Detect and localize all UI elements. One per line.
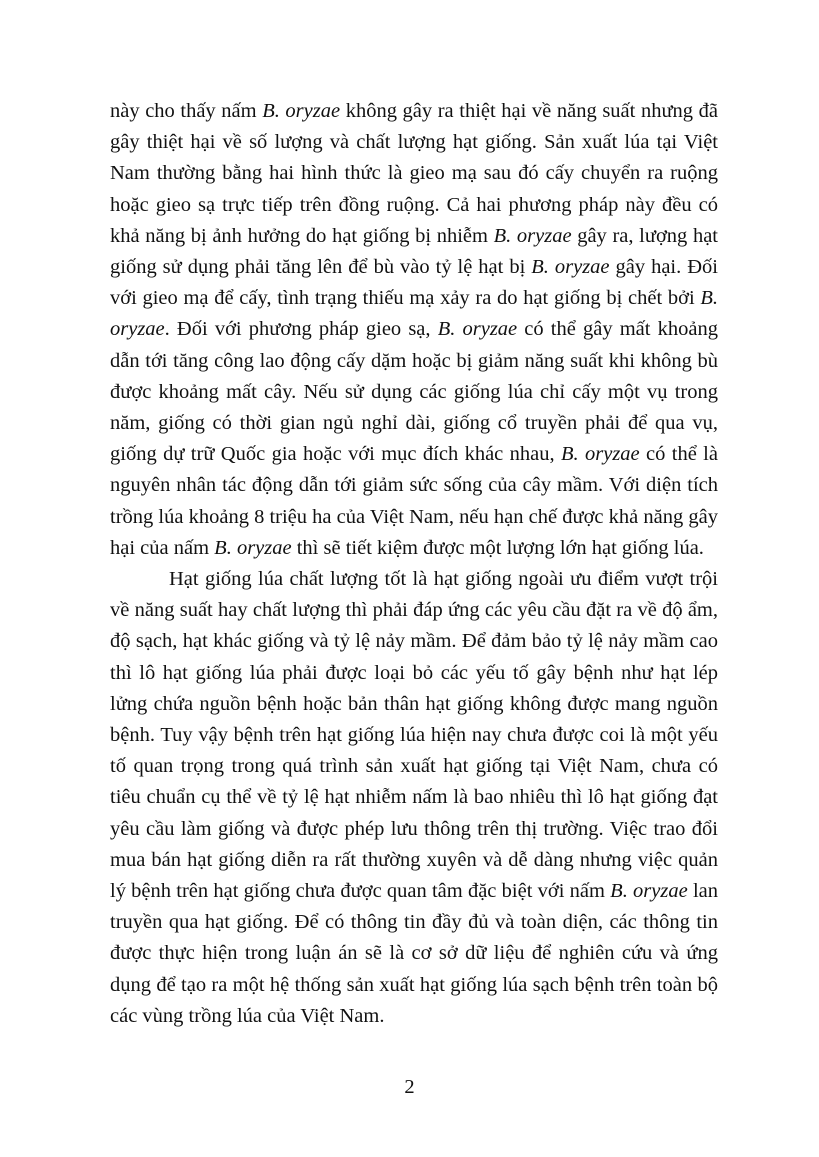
species-name: B. oryzae xyxy=(560,443,640,466)
paragraph-2 xyxy=(110,564,718,1032)
text-run: Hạt giống lúa chất lượng tốt là hạt giống ngoài ưu điểm vượt trội về năng suất hay chất lượng thì phải đáp ứng các yêu cầu đặt ra về độ ẩm, độ sạch, hạt khác giống và tỷ lệ nảy mầm. Để đảm bảo tỷ lệ nảy mầm cao thì lô hạt giống lúa phải được loại bỏ các yếu tố gây bệnh như hạt lép lửng chứa nguồn bệnh hoặc bản thân hạt giống không được mang nguồn bệnh. Tuy vậy bệnh trên hạt giống lúa hiện nay chưa được coi là một yếu tố quan trọng trong quá trình sản xuất hạt giống tại Việt Nam, chưa có tiêu chuẩn cụ thể về tỷ lệ hạt nhiễm nấm là bao nhiêu thì lô hạt giống đạt yêu cầu làm giống và được phép lưu thông trên thị trường. Việc trao đổi mua bán hạt giống diễn ra rất thường xuyên và dễ dàng nhưng việc quản lý bệnh trên hạt giống chưa được quan tâm đặc biệt với nấm xyxy=(110,568,718,903)
text-run: . Đối với phương pháp gieo sạ, xyxy=(164,318,438,341)
text-run: có thể gây mất khoảng dẫn tới tăng công lao động cấy dặm hoặc bị giảm năng suất khi không bù được khoảng mất cây. Nếu sử dụng các giống lúa chỉ cấy một vụ trong năm, giống có thời gian ngủ nghỉ dài, giống cổ truyền phải để qua vụ, giống dự trữ Quốc gia hoặc với mục đích khác nhau, xyxy=(110,318,718,466)
species-name: B. oryzae xyxy=(437,318,518,341)
paragraph-1 xyxy=(110,96,718,564)
species-name: B. oryzae xyxy=(493,224,572,247)
text-run: thì sẽ tiết kiệm được một lượng lớn hạt giống lúa. xyxy=(291,536,704,559)
species-name: B. oryzae xyxy=(214,536,292,559)
text-run: này cho thấy nấm xyxy=(110,100,263,122)
text-run: gây hại. Đối với gieo mạ để cấy, tình trạng thiếu mạ xảy ra do hạt giống bị chết bởi xyxy=(110,256,718,310)
species-name: B. oryzae xyxy=(531,256,610,279)
species-name: B. oryzae xyxy=(110,287,718,341)
species-name: B. oryzae xyxy=(262,100,341,122)
body-text xyxy=(110,96,718,1032)
page-number: 2 xyxy=(404,1076,415,1098)
text-run: lan truyền qua hạt giống. Để có thông tin đầy đủ và toàn diện, các thông tin được thực hiện trong luận án sẽ là cơ sở dữ liệu để nghiên cứu và ứng dụng để tạo ra một hệ thống sản xuất hạt giống lúa sạch bệnh trên toàn bộ các vùng trồng lúa của Việt Nam. xyxy=(110,880,718,1027)
text-run: có thể là nguyên nhân tác động dẫn tới giảm sức sống của cây mầm. Với diện tích trồng lúa khoảng 8 triệu ha của Việt Nam, nếu hạn chế được khả năng gây hại của nấm xyxy=(110,443,718,559)
species-name: B. oryzae xyxy=(610,880,688,903)
text-run: không gây ra thiệt hại về năng suất nhưng đã gây thiệt hại về số lượng và chất lượng hạt giống. Sản xuất lúa tại Việt Nam thường bằng hai hình thức là gieo mạ sau đó cấy chuyển ra ruộng hoặc gieo sạ trực tiếp trên đồng ruộng. Cả hai phương pháp này đều có khả năng bị ảnh hưởng do hạt giống bị nhiễm xyxy=(110,100,718,247)
text-run: gây ra, lượng hạt giống sử dụng phải tăng lên để bù vào tỷ lệ hạt bị xyxy=(110,224,718,279)
